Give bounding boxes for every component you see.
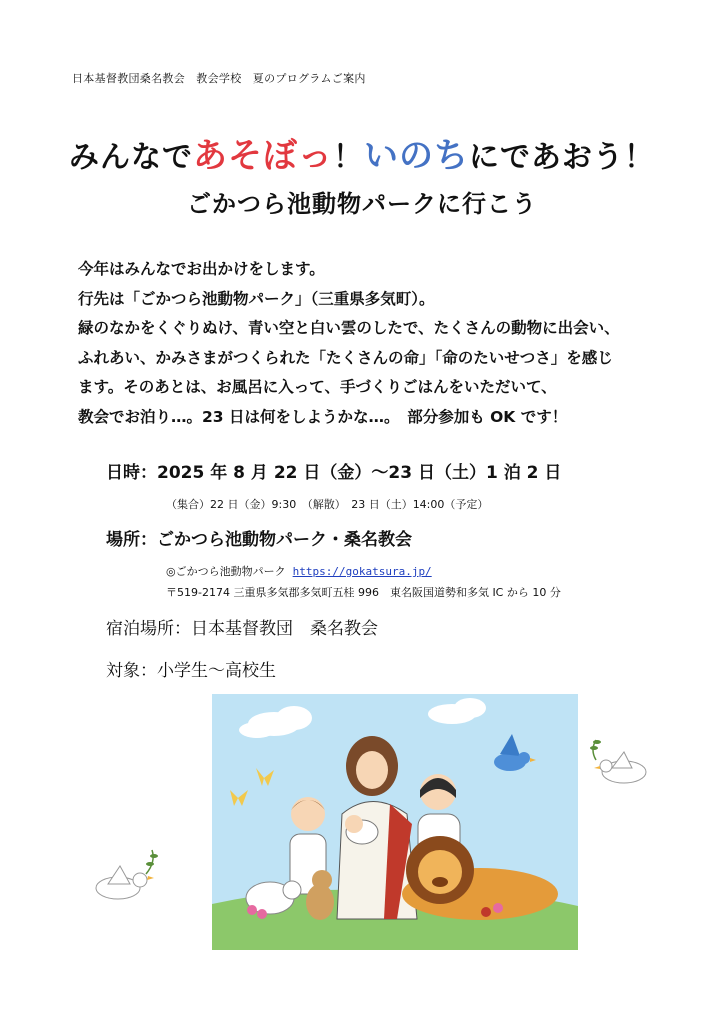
- headline-highlight-asobo: あそぼっ: [193, 136, 333, 176]
- park-name: ◎ごかつら池動物パーク: [166, 565, 286, 578]
- headline-highlight-inochi: いのち: [364, 136, 469, 176]
- place-label: 場所：ごかつら池動物パーク・桑名教会: [106, 530, 412, 550]
- headline-part-5: にであおう！: [469, 140, 655, 175]
- park-address: 〒519-2174 三重県多気郡多気町五桂 996 東名阪国道勢和多気 IC から 10 分: [166, 586, 561, 599]
- schedule-detail: （集合）22 日（金）9:30 （解散） 23 日（土）14:00（予定）: [166, 498, 489, 511]
- sub-headline: ごかつら池動物パークに行こう: [187, 190, 537, 218]
- jesus-with-children-illustration: [212, 694, 578, 950]
- lodging-label: 宿泊場所：日本基督教団 桑名教会: [106, 619, 378, 639]
- intro-line: ます。そのあとは、お風呂に入って、手づくりごはんをいただいて、: [78, 378, 557, 396]
- dove-right-icon: [588, 730, 660, 798]
- intro-line: 教会でお泊り…。23 日は何をしようかな…。 部分参加も OK です！: [78, 407, 568, 426]
- intro-line: 緑のなかをくぐりぬけ、青い空と白い雲のしたで、たくさんの動物に出会い、: [78, 319, 620, 337]
- target-label: 対象：小学生～高校生: [106, 661, 276, 681]
- intro-line: 行先は「ごかつら池動物パーク」（三重県多気町）。: [78, 289, 435, 308]
- park-url-link[interactable]: https://gokatsura.jp/: [292, 565, 432, 578]
- park-info: [166, 563, 432, 579]
- headline-part-1: みんなで: [69, 140, 193, 175]
- dove-left-icon: [86, 842, 166, 914]
- document-header: 日本基督教団桑名教会 教会学校 夏のプログラムご案内: [72, 72, 366, 85]
- intro-line: ふれあい、かみさまがつくられた「たくさんの命」「命のたいせつさ」を感じ: [78, 348, 613, 367]
- schedule-label: 日時：2025 年 8 月 22 日（金）～23 日（土）1 泊 2 日: [106, 463, 562, 483]
- intro-line: 今年はみんなでお出かけをします。: [78, 260, 325, 278]
- intro-paragraph: [78, 255, 678, 432]
- main-headline: [0, 128, 724, 177]
- headline-part-3: ！: [333, 140, 364, 175]
